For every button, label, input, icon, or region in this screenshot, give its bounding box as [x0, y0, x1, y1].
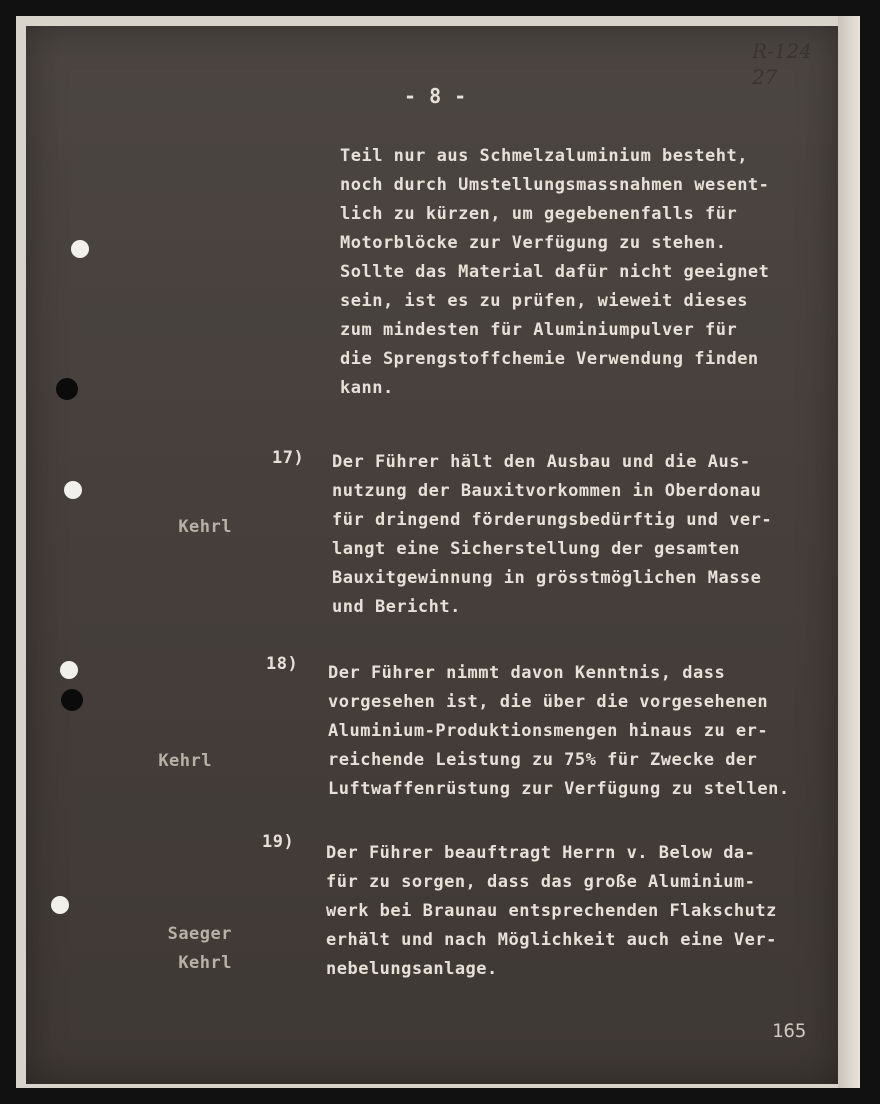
item-text-18: Der Führer nimmt davon Kenntnis, dass vorgesehen ist, die über die vorgesehenen Aluminium-Produktionsmengen hinaus zu er- reichende Leistung zu 75% für Zwecke der Luftwaffenrüstung zur Verfügung zu stellen.	[328, 663, 790, 799]
punch-hole	[64, 481, 82, 499]
item-text-17: Der Führer hält den Ausbau und die Aus- nutzung der Bauxitvorkommen in Oberdonau für dringend förderungsbedürftig und ver- langt eine Sicherstellung der gesamten Bauxitgewinnung in grösstmöglichen Masse und Bericht.	[332, 452, 773, 617]
punch-hole	[60, 661, 78, 679]
punch-hole	[56, 378, 78, 400]
footer-page-number: 165	[772, 1020, 807, 1042]
punch-hole	[61, 689, 83, 711]
item-number-18: 18)	[266, 654, 299, 674]
archive-reference: R-124 27	[752, 39, 812, 89]
margin-note-17: Kehrl	[178, 517, 232, 537]
intro-paragraph: Teil nur aus Schmelzaluminium besteht, noch durch Umstellungsmassnahmen wesent- lich zu kürzen, um gegebenenfalls für Motorblöcke zur Verfügung zu stehen. Sollte das Material dafür nicht geeignet sein, ist es zu prüfen, wieweit dieses zum mindesten für Aluminiumpulver für die Sprengstoffchemie Verwendung finden kann.	[340, 146, 770, 398]
item-number-19: 19)	[262, 832, 295, 852]
item-number-17: 17)	[272, 448, 305, 468]
punch-hole	[71, 240, 89, 258]
punch-hole	[51, 896, 69, 914]
paper-edge	[838, 16, 860, 1088]
margin-note-18: Kehrl	[158, 751, 212, 771]
item-text-19: Der Führer beauftragt Herrn v. Below da- für zu sorgen, dass das große Aluminium- werk bei Braunau entsprechenden Flakschutz erhält und nach Möglichkeit auch eine Ver- nebelungsanlage.	[326, 843, 777, 979]
page-marker: - 8 -	[404, 84, 467, 108]
margin-note-19: Saeger Kehrl	[167, 924, 232, 973]
